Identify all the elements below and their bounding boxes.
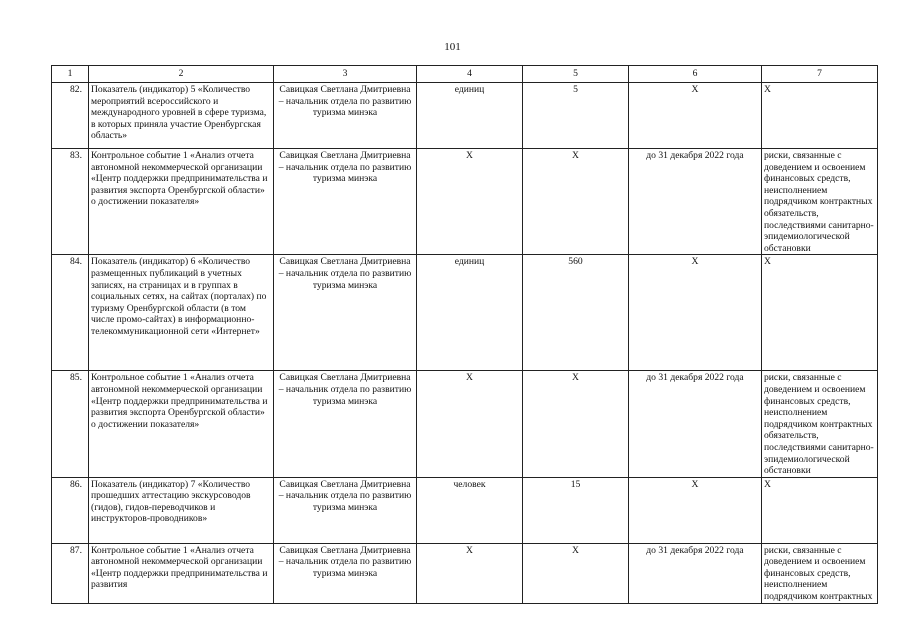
responsible-person: Савицкая Светлана Дмитриевна – начальник отдела по развитию туризма минэка xyxy=(274,149,417,255)
row-number: 85. xyxy=(52,371,89,477)
value-cell: 15 xyxy=(523,477,629,543)
risks-cell: риски, связанные с доведением и освоением финансовых средств, неисполнением подрядчиком контрактных обязательств, последствиями санитарно-эпидемиологической обстановки xyxy=(762,371,878,477)
risks-cell: Х xyxy=(762,255,878,371)
row-number: 82. xyxy=(52,83,89,149)
value-cell: 560 xyxy=(523,255,629,371)
row-number: 86. xyxy=(52,477,89,543)
unit-cell: человек xyxy=(417,477,523,543)
deadline-cell: до 31 декабря 2022 года xyxy=(629,371,762,477)
event-name: Контрольное событие 1 «Анализ отчета автономной некоммерческой организации «Центр поддержки предпринимательства и развития экспорта Оренбургской области» о достижении показателя» xyxy=(89,371,274,477)
event-name: Показатель (индикатор) 6 «Количество размещенных публикаций в учетных записях, на страницах и в группах в социальных сетях, на сайтах (порталах) по туризму Оренбургской области (в том числе промо-сайтах) в информационно-телекоммуникационной сети «Интернет» xyxy=(89,255,274,371)
column-header-4: 4 xyxy=(417,66,523,83)
page-number: 101 xyxy=(444,41,461,53)
unit-cell: единиц xyxy=(417,255,523,371)
deadline-cell: до 31 декабря 2022 года xyxy=(629,543,762,603)
value-cell: Х xyxy=(523,371,629,477)
value-cell: Х xyxy=(523,149,629,255)
responsible-person: Савицкая Светлана Дмитриевна – начальник отдела по развитию туризма минэка xyxy=(274,477,417,543)
table-row xyxy=(52,83,878,149)
row-number: 87. xyxy=(52,543,89,603)
table-row xyxy=(52,371,878,477)
row-number: 84. xyxy=(52,255,89,371)
header-row xyxy=(52,66,878,83)
column-header-7: 7 xyxy=(762,66,878,83)
event-name: Показатель (индикатор) 5 «Количество мероприятий всероссийского и международного уровней в сфере туризма, в которых приняла участие Оренбургская область» xyxy=(89,83,274,149)
event-name: Показатель (индикатор) 7 «Количество прошедших аттестацию экскурсоводов (гидов), гидов-переводчиков и инструкторов-проводников» xyxy=(89,477,274,543)
unit-cell: Х xyxy=(417,371,523,477)
table-row xyxy=(52,255,878,371)
column-header-6: 6 xyxy=(629,66,762,83)
table-row xyxy=(52,477,878,543)
unit-cell: Х xyxy=(417,149,523,255)
table-row xyxy=(52,543,878,603)
risks-cell: риски, связанные с доведением и освоением финансовых средств, неисполнением подрядчиком контрактных xyxy=(762,543,878,603)
risks-cell: Х xyxy=(762,83,878,149)
deadline-cell: Х xyxy=(629,477,762,543)
responsible-person: Савицкая Светлана Дмитриевна – начальник отдела по развитию туризма минэка xyxy=(274,371,417,477)
column-header-2: 2 xyxy=(89,66,274,83)
unit-cell: Х xyxy=(417,543,523,603)
plan-table xyxy=(51,65,878,604)
value-cell: Х xyxy=(523,543,629,603)
deadline-cell: Х xyxy=(629,255,762,371)
responsible-person: Савицкая Светлана Дмитриевна – начальник отдела по развитию туризма минэка xyxy=(274,543,417,603)
event-name: Контрольное событие 1 «Анализ отчета автономной некоммерческой организации «Центр поддержки предпринимательства и развития xyxy=(89,543,274,603)
column-header-3: 3 xyxy=(274,66,417,83)
column-header-1: 1 xyxy=(52,66,89,83)
row-number: 83. xyxy=(52,149,89,255)
event-name: Контрольное событие 1 «Анализ отчета автономной некоммерческой организации «Центр поддержки предпринимательства и развития экспорта Оренбургской области» о достижении показателя» xyxy=(89,149,274,255)
table-row xyxy=(52,149,878,255)
deadline-cell: Х xyxy=(629,83,762,149)
deadline-cell: до 31 декабря 2022 года xyxy=(629,149,762,255)
column-header-5: 5 xyxy=(523,66,629,83)
value-cell: 5 xyxy=(523,83,629,149)
responsible-person: Савицкая Светлана Дмитриевна – начальник отдела по развитию туризма минэка xyxy=(274,255,417,371)
responsible-person: Савицкая Светлана Дмитриевна – начальник отдела по развитию туризма минэка xyxy=(274,83,417,149)
risks-cell: Х xyxy=(762,477,878,543)
risks-cell: риски, связанные с доведением и освоением финансовых средств, неисполнением подрядчиком контрактных обязательств, последствиями санитарно-эпидемиологической обстановки xyxy=(762,149,878,255)
unit-cell: единиц xyxy=(417,83,523,149)
